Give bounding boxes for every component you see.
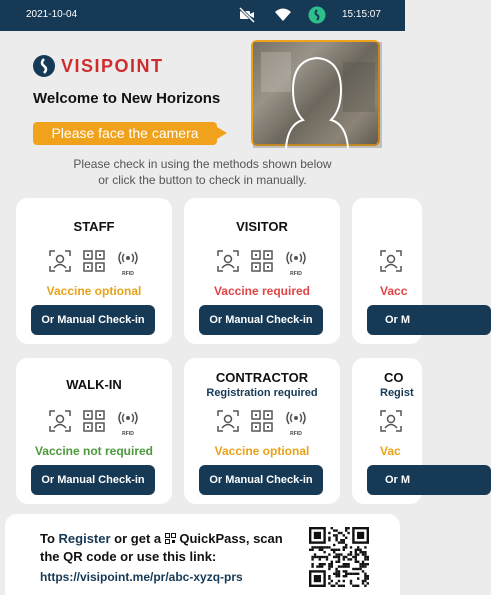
checkin-methods (352, 250, 422, 274)
status-date: 2021-10-04 (26, 9, 78, 20)
card-title: CONTRACTOR (215, 370, 309, 385)
qr-scan-icon (83, 410, 105, 434)
logo-mark-icon (33, 55, 55, 77)
camera-off-icon (238, 6, 256, 29)
welcome-heading: Welcome to New Horizons (33, 90, 221, 107)
card-partial-1[interactable] (352, 198, 422, 344)
face-scan-icon (380, 410, 402, 434)
checkin-methods (184, 250, 340, 277)
footer-text-to: To (40, 531, 59, 546)
register-footer (5, 514, 400, 595)
vaccine-status: Vacc (380, 284, 408, 298)
rfid-icon (117, 410, 139, 437)
logo-text: VISIPOINT (61, 55, 164, 76)
rfid-label: RFID (290, 431, 302, 437)
vaccine-status: Vaccine required (213, 284, 311, 298)
card-staff[interactable] (16, 198, 172, 344)
card-title: VISITOR (236, 219, 288, 234)
card-title: WALK-IN (66, 377, 122, 392)
visipoint-icon (308, 6, 326, 29)
card-title: STAFF (73, 219, 115, 234)
checkin-methods (16, 250, 172, 277)
vaccine-status: Vaccine optional (46, 284, 142, 298)
instructions-line-1: Please check in using the methods shown below (73, 157, 332, 171)
qr-scan-icon (251, 250, 273, 274)
card-visitor[interactable] (184, 198, 340, 344)
checkin-methods (16, 410, 172, 437)
checkin-methods (352, 410, 422, 434)
manual-checkin-button[interactable]: Or Manual Check-in (199, 465, 323, 495)
manual-checkin-button[interactable]: Or M (367, 305, 491, 335)
vaccine-status: Vaccine optional (214, 444, 310, 458)
rfid-label: RFID (122, 271, 134, 277)
card-title: CO (384, 370, 404, 385)
rfid-label: RFID (122, 431, 134, 437)
face-scan-icon (49, 410, 71, 434)
status-bar (0, 0, 405, 31)
face-scan-icon (380, 250, 402, 274)
rfid-icon (285, 250, 307, 277)
footer-text-mid: or get a (110, 531, 165, 546)
manual-checkin-button[interactable]: Or M (367, 465, 491, 495)
card-contractor[interactable] (184, 358, 340, 504)
qr-code (309, 527, 369, 587)
rfid-icon (285, 410, 307, 437)
brand-logo (33, 55, 164, 77)
register-link[interactable]: Register (58, 531, 111, 546)
quickpass-icon (165, 531, 176, 548)
quickpass-link[interactable]: https://visipoint.me/pr/abc-xyzq-prs (40, 570, 243, 584)
instructions-line-2: or click the button to check in manually. (98, 173, 307, 187)
vaccine-status: Vaccine not required (34, 444, 154, 458)
checkin-methods (184, 410, 340, 437)
qr-scan-icon (251, 410, 273, 434)
qr-scan-icon (83, 250, 105, 274)
card-subtitle: Registration required (206, 387, 318, 399)
card-subtitle: Regist (380, 387, 414, 399)
footer-text-quickpass: QuickPass, scan the QR code or use this link: (40, 531, 283, 564)
vaccine-status: Vac (380, 444, 401, 458)
face-scan-icon (217, 250, 239, 274)
status-time: 15:15:07 (342, 9, 381, 20)
register-text (40, 530, 290, 565)
rfid-icon (117, 250, 139, 277)
camera-preview (251, 40, 380, 146)
wifi-icon (274, 6, 292, 29)
face-camera-prompt: Please face the camera (33, 122, 217, 145)
card-walk-in[interactable] (16, 358, 172, 504)
checkin-instructions (40, 156, 365, 188)
face-scan-icon (49, 250, 71, 274)
manual-checkin-button[interactable]: Or Manual Check-in (31, 465, 155, 495)
manual-checkin-button[interactable]: Or Manual Check-in (199, 305, 323, 335)
card-partial-2[interactable] (352, 358, 422, 504)
rfid-label: RFID (290, 271, 302, 277)
manual-checkin-button[interactable]: Or Manual Check-in (31, 305, 155, 335)
face-scan-icon (217, 410, 239, 434)
